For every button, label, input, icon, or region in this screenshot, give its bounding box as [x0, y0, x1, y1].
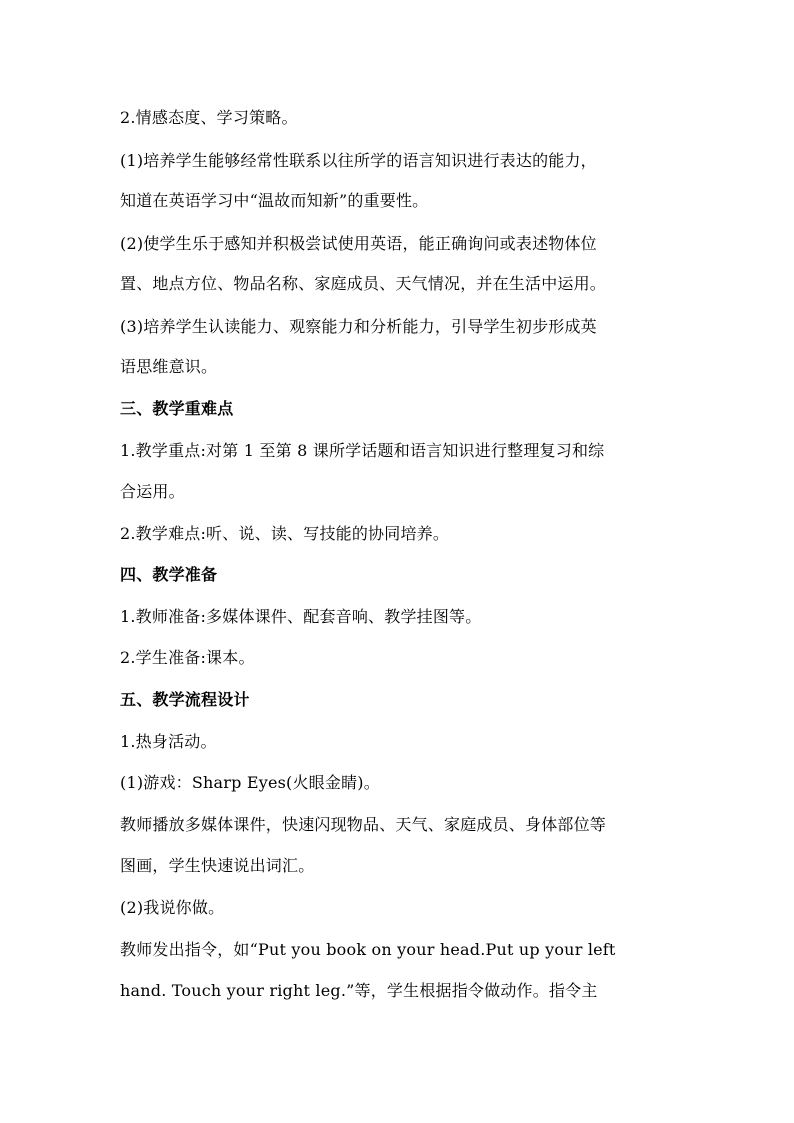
paragraph-line: 知道在英语学习中“温故而知新”的重要性。 [120, 191, 429, 210]
section-heading: 五、教学流程设计 [120, 690, 250, 709]
paragraph-line: 2.情感态度、学习策略。 [120, 108, 298, 127]
paragraph-line: (2)我说你做。 [120, 898, 225, 917]
paragraph-line: 合运用。 [120, 482, 185, 501]
paragraph-line: 1.教学重点:对第 1 至第 8 课所学话题和语言知识进行整理复习和综 [120, 441, 605, 460]
paragraph-line: 置、地点方位、物品名称、家庭成员、天气情况，并在生活中运用。 [120, 274, 607, 293]
paragraph-line: 1.教师准备:多媒体课件、配套音响、教学挂图等。 [120, 607, 482, 626]
paragraph-line: 教师发出指令，如“Put you book on your head.Put up your left [120, 940, 616, 959]
paragraph-line: (2)使学生乐于感知并积极尝试使用英语，能正确询问或表述物体位 [120, 234, 597, 253]
section-heading: 三、教学重难点 [120, 399, 234, 418]
paragraph-line: 1.热身活动。 [120, 732, 217, 751]
paragraph-line: 图画，学生快速说出词汇。 [120, 856, 315, 875]
paragraph-line: hand. Touch your right leg.”等，学生根据指令做动作。指令主 [120, 981, 598, 1000]
paragraph-line: (1)培养学生能够经常性联系以往所学的语言知识进行表达的能力， [120, 151, 597, 170]
paragraph-line: 教师播放多媒体课件，快速闪现物品、天气、家庭成员、身体部位等 [120, 815, 607, 834]
paragraph-line: 2.学生准备:课本。 [120, 648, 255, 667]
section-heading: 四、教学准备 [120, 565, 218, 584]
paragraph-line: 2.教学难点:听、说、读、写技能的协同培养。 [120, 524, 450, 543]
paragraph-line: 语思维意识。 [120, 357, 218, 376]
paragraph-line: (1)游戏：Sharp Eyes(火眼金睛)。 [120, 773, 380, 792]
paragraph-line: (3)培养学生认读能力、观察能力和分析能力，引导学生初步形成英 [120, 317, 597, 336]
